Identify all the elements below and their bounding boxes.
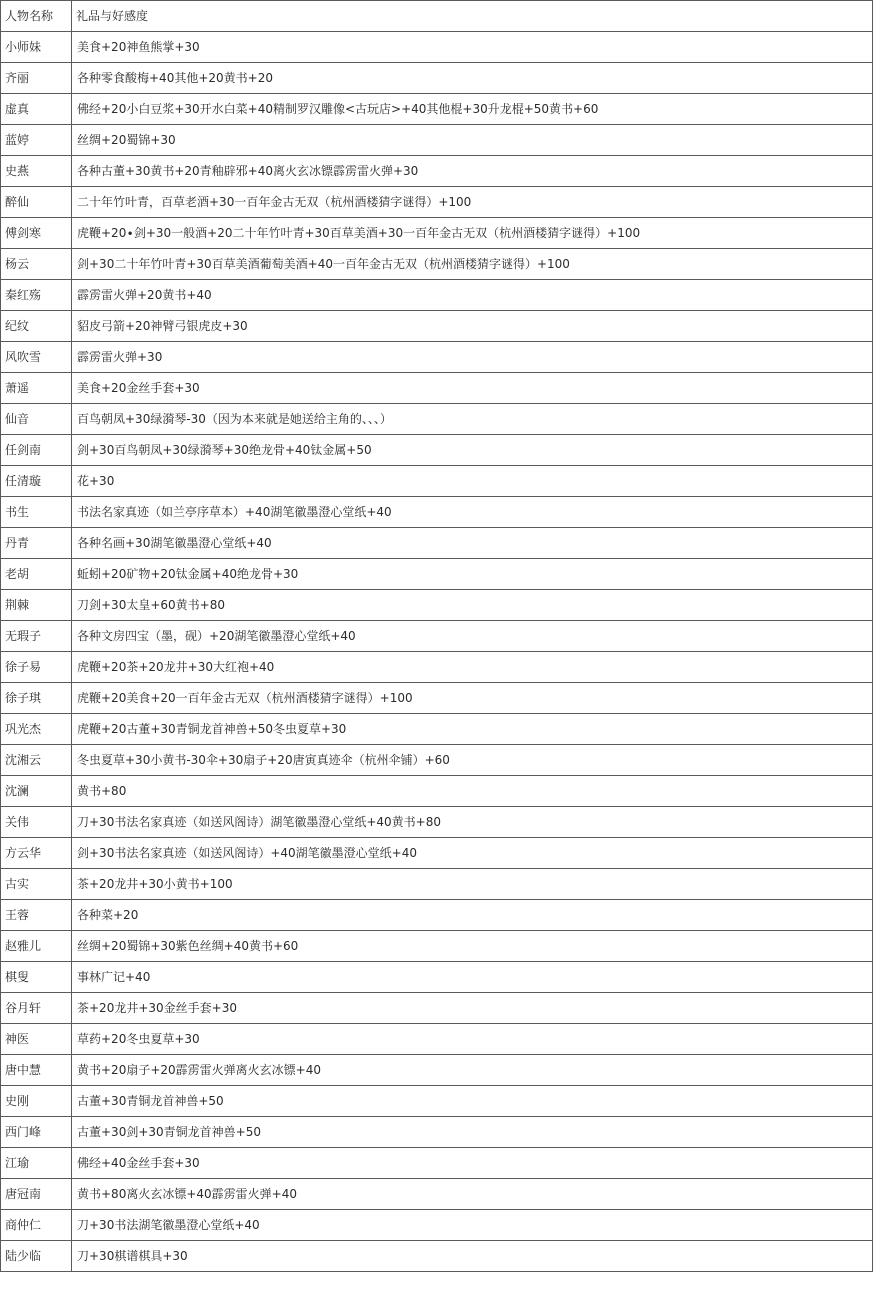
- character-name-cell: 齐丽: [1, 63, 72, 94]
- table-row: [1, 280, 873, 311]
- character-name-cell: 方云华: [1, 838, 72, 869]
- table-row: [1, 125, 873, 156]
- gift-cell: 茶+20龙井+30小黄书+100: [72, 869, 873, 900]
- gift-cell: 黄书+80: [72, 776, 873, 807]
- character-name-cell: 任清璇: [1, 466, 72, 497]
- header-gift-and-favorability: 礼品与好感度: [72, 1, 873, 32]
- character-name-cell: 江瑜: [1, 1148, 72, 1179]
- table-row: [1, 187, 873, 218]
- character-name-cell: 萧遥: [1, 373, 72, 404]
- table-row: [1, 63, 873, 94]
- gift-cell: 黄书+80离火玄冰镖+40霹雳雷火弹+40: [72, 1179, 873, 1210]
- character-name-cell: 小师妹: [1, 32, 72, 63]
- table-row: [1, 1148, 873, 1179]
- character-name-cell: 史燕: [1, 156, 72, 187]
- table-row: [1, 745, 873, 776]
- table-row: [1, 1086, 873, 1117]
- table-row: [1, 776, 873, 807]
- table-row: [1, 559, 873, 590]
- table-row: [1, 218, 873, 249]
- table-row: [1, 931, 873, 962]
- table-row: [1, 435, 873, 466]
- gift-cell: 刀+30书法名家真迹（如送风阁诗）湖笔徽墨澄心堂纸+40黄书+80: [72, 807, 873, 838]
- character-name-cell: 沈澜: [1, 776, 72, 807]
- character-name-cell: 关伟: [1, 807, 72, 838]
- gift-cell: 剑+30书法名家真迹（如送风阁诗）+40湖笔徽墨澄心堂纸+40: [72, 838, 873, 869]
- gift-cell: 美食+20神鱼熊掌+30: [72, 32, 873, 63]
- character-name-cell: 无瑕子: [1, 621, 72, 652]
- gift-cell: 古董+30青铜龙首神兽+50: [72, 1086, 873, 1117]
- character-name-cell: 谷月轩: [1, 993, 72, 1024]
- character-name-cell: 沈湘云: [1, 745, 72, 776]
- table-row: [1, 94, 873, 125]
- character-name-cell: 唐冠南: [1, 1179, 72, 1210]
- table-row: [1, 838, 873, 869]
- table-row: [1, 1179, 873, 1210]
- character-name-cell: 丹青: [1, 528, 72, 559]
- character-name-cell: 老胡: [1, 559, 72, 590]
- gift-cell: 刀+30书法湖笔徽墨澄心堂纸+40: [72, 1210, 873, 1241]
- table-row: [1, 714, 873, 745]
- gift-cell: 刀剑+30太皇+60黄书+80: [72, 590, 873, 621]
- gift-cell: 二十年竹叶青，百草老酒+30一百年金古无双（杭州酒楼猜字谜得）+100: [72, 187, 873, 218]
- gift-cell: 剑+30百鸟朝凤+30绿漪琴+30绝龙骨+40钛金属+50: [72, 435, 873, 466]
- character-name-cell: 任剑南: [1, 435, 72, 466]
- gift-cell: 霹雳雷火弹+20黄书+40: [72, 280, 873, 311]
- gift-cell: 各种文房四宝（墨，砚）+20湖笔徽墨澄心堂纸+40: [72, 621, 873, 652]
- gift-cell: 各种古董+30黄书+20青釉辟邪+40离火玄冰镖霹雳雷火弹+30: [72, 156, 873, 187]
- table-row: [1, 683, 873, 714]
- gift-cell: 百鸟朝凤+30绿漪琴-30（因为本来就是她送给主角的、、、）: [72, 404, 873, 435]
- table-row: [1, 404, 873, 435]
- character-name-cell: 风吹雪: [1, 342, 72, 373]
- character-name-cell: 书生: [1, 497, 72, 528]
- table-row: [1, 311, 873, 342]
- table-row: [1, 652, 873, 683]
- table-row: [1, 156, 873, 187]
- character-name-cell: 杨云: [1, 249, 72, 280]
- gift-cell: 佛经+20小白豆浆+30开水白菜+40精制罗汉雕像<古玩店>+40其他棍+30升龙棍+50黄书+60: [72, 94, 873, 125]
- character-name-cell: 秦红殇: [1, 280, 72, 311]
- gift-cell: 佛经+40金丝手套+30: [72, 1148, 873, 1179]
- table-row: [1, 1241, 873, 1272]
- table-row: [1, 590, 873, 621]
- table-row: [1, 1117, 873, 1148]
- table-row: [1, 528, 873, 559]
- table-row: [1, 497, 873, 528]
- gift-cell: 草药+20冬虫夏草+30: [72, 1024, 873, 1055]
- table-row: [1, 1210, 873, 1241]
- character-name-cell: 商仲仁: [1, 1210, 72, 1241]
- gift-cell: 蚯蚓+20矿物+20钛金属+40绝龙骨+30: [72, 559, 873, 590]
- gift-cell: 各种菜+20: [72, 900, 873, 931]
- character-name-cell: 赵雅儿: [1, 931, 72, 962]
- gift-cell: 黄书+20扇子+20霹雳雷火弹离火玄冰镖+40: [72, 1055, 873, 1086]
- table-body: [1, 32, 873, 1272]
- character-name-cell: 虚真: [1, 94, 72, 125]
- table-row: [1, 900, 873, 931]
- gift-cell: 虎鞭+20古董+30青铜龙首神兽+50冬虫夏草+30: [72, 714, 873, 745]
- table-row: [1, 869, 873, 900]
- gift-cell: 冬虫夏草+30小黄书-30伞+30扇子+20唐寅真迹伞（杭州伞铺）+60: [72, 745, 873, 776]
- table-row: [1, 807, 873, 838]
- gift-cell: 刀+30棋谱棋具+30: [72, 1241, 873, 1272]
- character-name-cell: 徐子易: [1, 652, 72, 683]
- gift-cell: 丝绸+20蜀锦+30紫色丝绸+40黄书+60: [72, 931, 873, 962]
- gift-cell: 书法名家真迹（如兰亭序草本）+40湖笔徽墨澄心堂纸+40: [72, 497, 873, 528]
- character-name-cell: 史刚: [1, 1086, 72, 1117]
- character-name-cell: 西门峰: [1, 1117, 72, 1148]
- gift-cell: 各种名画+30湖笔徽墨澄心堂纸+40: [72, 528, 873, 559]
- gift-cell: 虎鞭+20茶+20龙井+30大红袍+40: [72, 652, 873, 683]
- table-row: [1, 993, 873, 1024]
- character-name-cell: 纪纹: [1, 311, 72, 342]
- character-name-cell: 徐子琪: [1, 683, 72, 714]
- header-character-name: 人物名称: [1, 1, 72, 32]
- table-row: [1, 1024, 873, 1055]
- character-name-cell: 蓝婷: [1, 125, 72, 156]
- table-row: [1, 373, 873, 404]
- character-name-cell: 傅剑寒: [1, 218, 72, 249]
- gift-cell: 丝绸+20蜀锦+30: [72, 125, 873, 156]
- gift-cell: 美食+20金丝手套+30: [72, 373, 873, 404]
- table-row: [1, 466, 873, 497]
- table-row: [1, 1055, 873, 1086]
- character-name-cell: 仙音: [1, 404, 72, 435]
- gift-cell: 剑+30二十年竹叶青+30百草美酒葡萄美酒+40一百年金古无双（杭州酒楼猜字谜得）+100: [72, 249, 873, 280]
- gift-cell: 貂皮弓箭+20神臂弓银虎皮+30: [72, 311, 873, 342]
- table-header-row: [1, 1, 873, 32]
- gift-cell: 古董+30剑+30青铜龙首神兽+50: [72, 1117, 873, 1148]
- table-row: [1, 621, 873, 652]
- table-row: [1, 249, 873, 280]
- character-name-cell: 古实: [1, 869, 72, 900]
- character-name-cell: 醉仙: [1, 187, 72, 218]
- gift-cell: 虎鞭+20美食+20一百年金古无双（杭州酒楼猜字谜得）+100: [72, 683, 873, 714]
- gift-cell: 霹雳雷火弹+30: [72, 342, 873, 373]
- gift-cell: 花+30: [72, 466, 873, 497]
- character-name-cell: 神医: [1, 1024, 72, 1055]
- character-name-cell: 陆少临: [1, 1241, 72, 1272]
- gift-cell: 各种零食酸梅+40其他+20黄书+20: [72, 63, 873, 94]
- gift-cell: 虎鞭+20∙剑+30一般酒+20二十年竹叶青+30百草美酒+30一百年金古无双（杭州酒楼猜字谜得）+100: [72, 218, 873, 249]
- table-row: [1, 962, 873, 993]
- gift-cell: 事林广记+40: [72, 962, 873, 993]
- character-name-cell: 唐中慧: [1, 1055, 72, 1086]
- character-name-cell: 荆棘: [1, 590, 72, 621]
- character-name-cell: 巩光杰: [1, 714, 72, 745]
- gift-cell: 茶+20龙井+30金丝手套+30: [72, 993, 873, 1024]
- character-name-cell: 棋叟: [1, 962, 72, 993]
- character-name-cell: 王蓉: [1, 900, 72, 931]
- table-row: [1, 342, 873, 373]
- table-row: [1, 32, 873, 63]
